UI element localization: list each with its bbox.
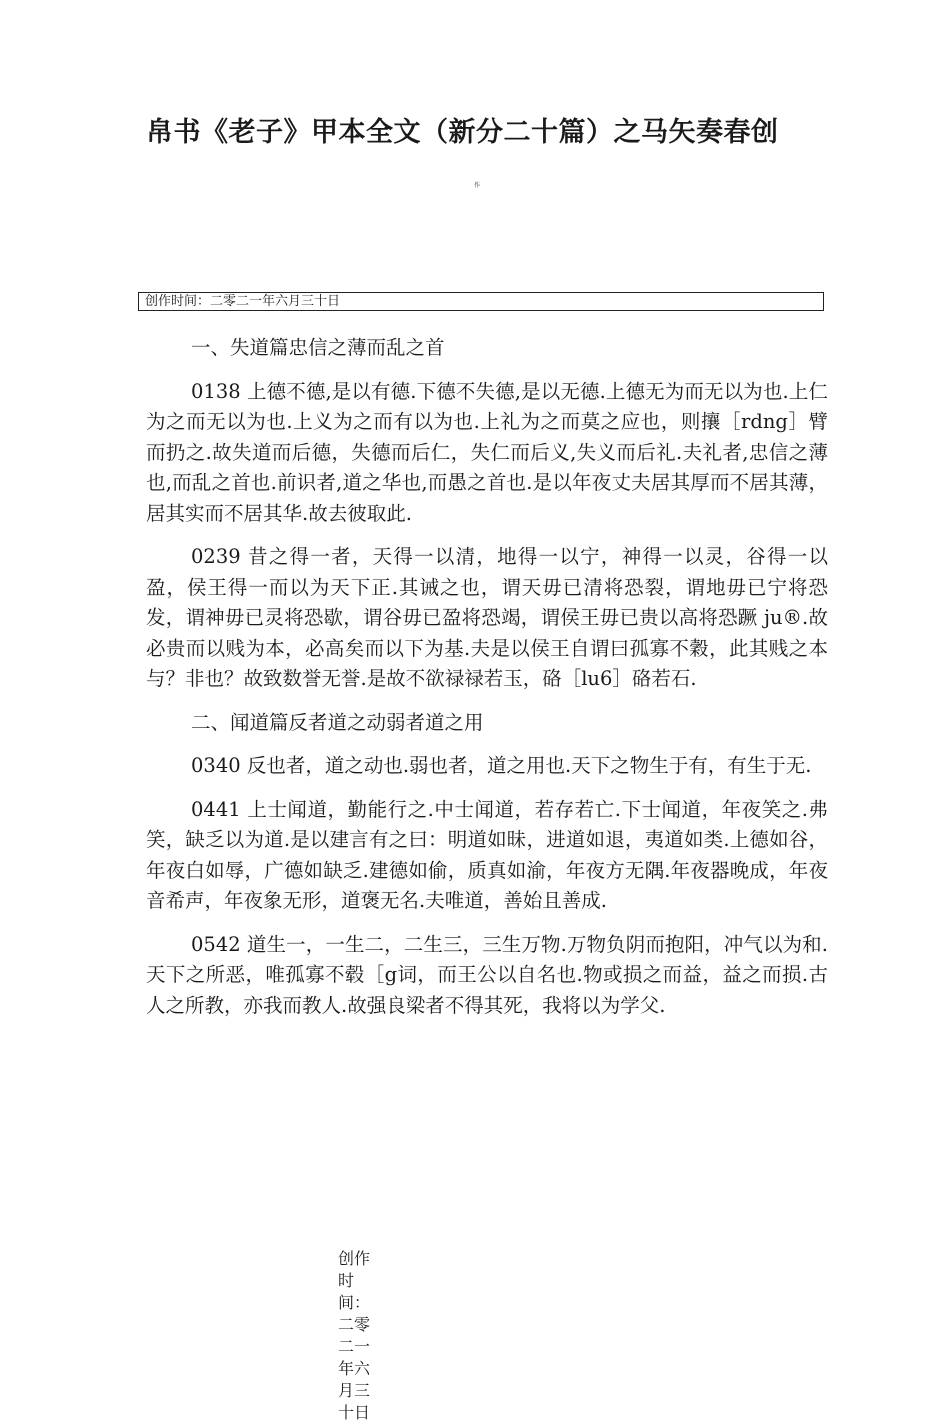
document-title: 帛书《老子》甲本全文（新分二十篇）之马矢奏春创 [146,117,779,148]
paragraph-0542: 0542 道生一，一生二，二生三，三生万物.万物负阴而抱阳，冲气以为和.天下之所恶，唯孤寡不毂［g词，而王公以自名也.物或损之而益，益之而损.古人之所教，亦我而教人.故强良梁者不得其死，我将以为学父. [146,932,828,1017]
document-body [146,333,828,1034]
paragraph-0138: 0138 上德不德,是以有德.下德不失德,是以无德.上德无为而无以为也.上仁为之而无以为也.上义为之而有以为也.上礼为之而莫之应也，则攘［rdng］臂而扔之.故失道而后德，失德而后仁，失仁而后义,失义而后礼.夫礼者,忠信之薄也,而乱之首也.前识者,道之华也,而愚之首也.是以年夜丈夫居其厚而不居其薄，居其实而不居其华.故去彼取此. [146,379,828,525]
footer-creation-time: 创作时间：二零二一年六月三十日 [338,1249,371,1422]
section-heading-1: 一、失道篇忠信之薄而乱之首 [191,336,445,359]
paragraph-0441: 0441 上士闻道，勤能行之.中士闻道，若存若亡.下士闻道，年夜笑之.弗笑，缺乏以为道.是以建言有之曰：明道如昧，进道如退，夷道如类.上德如谷，年夜白如辱，广德如缺乏.建德如偷，质真如渝，年夜方无隅.年夜器晚成，年夜音希声，年夜象无形，道褒无名.夫唯道，善始且善成. [146,797,828,912]
creation-time-box: 创作时间：二零二一年六月三十日 [138,292,824,311]
paragraph-0239: 0239 昔之得一者，天得一以清，地得一以宁，神得一以灵，谷得一以盈，侯王得一而以为天下正.其诫之也，谓天毋已清将恐裂，谓地毋已宁将恐发，谓神毋已灵将恐歇，谓谷毋已盈将恐竭，谓侯王毋已贵以高将恐蹶 ju®.故必贵而以贱为本，必高矣而以下为基.夫是以侯王自谓曰孤寡不穀，此其贱之本与？非也？故致数誉无誉.是故不欲禄禄若玉，硌［lu6］硌若石. [146,545,828,690]
title-continuation: 作 [474,182,481,189]
section-heading-2: 二、闻道篇反者道之动弱者道之用 [191,710,484,734]
paragraph-0340: 0340 反也者，道之动也.弱也者，道之用也.天下之物生于有，有生于无. [191,754,812,777]
